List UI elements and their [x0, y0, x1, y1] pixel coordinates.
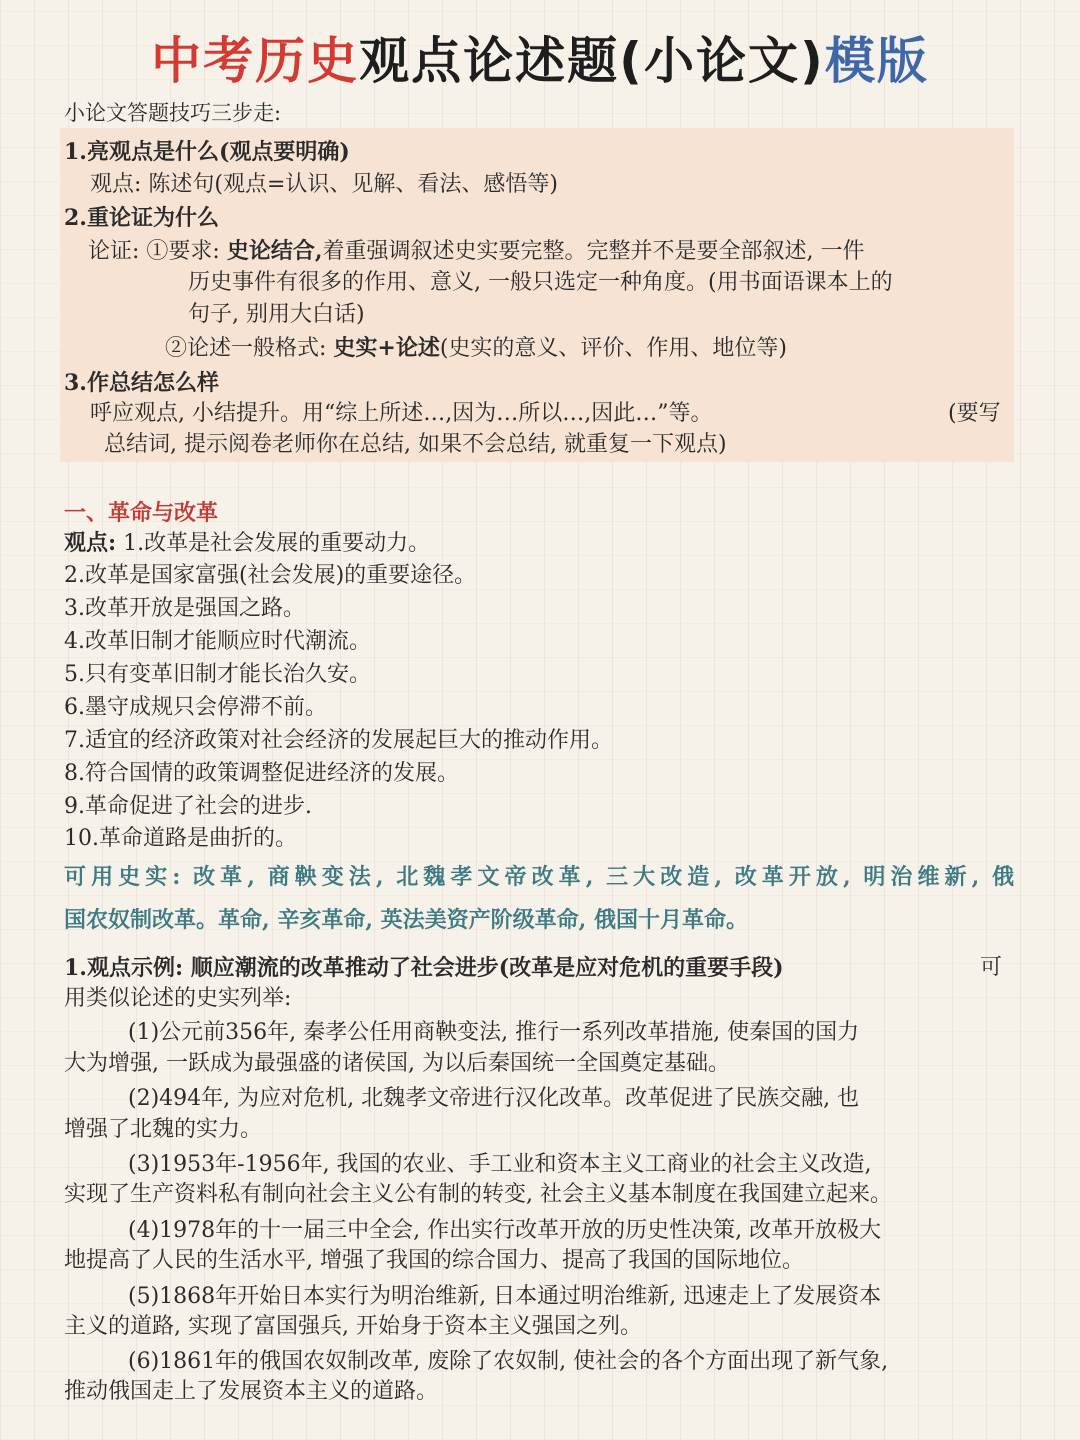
step3-heading: 3.作总结怎么样	[64, 370, 219, 396]
example-1-line-1: (1)公元前356年, 秦孝公任用商鞅变法, 推行一系列改革措施, 使秦国的国力	[128, 1020, 860, 1045]
viewpoint-label: 观点:	[64, 530, 117, 556]
viewpoint-item: 9.革命促进了社会的进步.	[64, 794, 312, 819]
example-5-line-2: 主义的道路, 实现了富国强兵, 开始身于资本主义强国之列。	[64, 1314, 642, 1339]
step3-line-a-right: (要写	[948, 401, 1001, 426]
example-3-line-2: 实现了生产资料私有制向社会主义公有制的转变, 社会主义基本制度在我国建立起来。	[64, 1182, 892, 1207]
viewpoint-item: 5.只有变革旧制才能长治久安。	[64, 662, 371, 687]
example-heading: 1.观点示例: 顺应潮流的改革推动了社会进步(改革是应对危机的重要手段)	[64, 955, 784, 981]
step2-d-rest: (史实的意义、评价、作用、地位等)	[439, 336, 788, 361]
facts-line-1: 可用史实: 改革, 商鞅变法, 北魏孝文帝改革, 三大改造, 改革开放, 明治维新, 俄	[64, 864, 1014, 890]
intro-text: 小论文答题技巧三步走:	[64, 101, 282, 125]
step2-line-d	[165, 333, 787, 364]
viewpoint-row-1	[64, 528, 430, 559]
step2-heading: 2.重论证为什么	[64, 205, 219, 231]
example-2-line-2: 增强了北魏的实力。	[64, 1117, 263, 1142]
step2-a-prefix: 论证: ①要求:	[88, 239, 227, 264]
example-heading-right: 可	[980, 955, 1003, 980]
example-6-line-1: (6)1861年的俄国农奴制改革, 废除了农奴制, 使社会的各个方面出现了新气象,	[128, 1349, 889, 1374]
example-4-line-1: (4)1978年的十一届三中全会, 作出实行改革开放的历史性决策, 改革开放极大	[128, 1218, 882, 1243]
viewpoint-item: 2.改革是国家富强(社会发展)的重要途径。	[64, 563, 477, 588]
example-6-line-2: 推动俄国走上了发展资本主义的道路。	[64, 1379, 439, 1404]
example-4-line-2: 地提高了人民的生活水平, 增强了我国的综合国力、提高了我国的国际地位。	[64, 1248, 804, 1273]
step2-line-c: 句子, 别用大白话)	[188, 302, 365, 327]
step2-line-a	[88, 236, 864, 267]
step2-line-b: 历史事件有很多的作用、意义, 一般只选定一种角度。(用书面语课本上的	[188, 270, 893, 295]
example-2-line-1: (2)494年, 为应对危机, 北魏孝文帝进行汉化改革。改革促进了民族交融, 也	[128, 1086, 860, 1111]
step3-line-b: 总结词, 提示阅卷老师你在总结, 如果不会总结, 就重复一下观点)	[104, 432, 727, 457]
example-subheading: 用类似论述的史实列举:	[64, 986, 292, 1011]
example-1-line-2: 大为增强, 一跃成为最强盛的诸侯国, 为以后秦国统一全国奠定基础。	[64, 1051, 730, 1076]
step1-heading: 1.亮观点是什么(观点要明确)	[64, 139, 350, 165]
facts-line-2: 国农奴制改革。革命, 辛亥革命, 英法美资产阶级革命, 俄国十月革命。	[64, 907, 748, 933]
viewpoint-item: 1.改革是社会发展的重要动力。	[123, 531, 431, 556]
section-heading: 一、革命与改革	[64, 500, 219, 526]
title-red: 中考历史	[151, 32, 360, 90]
viewpoint-item: 4.改革旧制才能顺应时代潮流。	[64, 629, 371, 654]
viewpoint-item: 3.改革开放是强国之路。	[64, 596, 305, 621]
step2-a-rest: 着重强调叙述史实要完整。完整并不是要全部叙述, 一件	[322, 239, 865, 264]
example-5-line-1: (5)1868年开始日本实行为明治维新, 日本通过明治维新, 迅速走上了发展资本	[128, 1284, 882, 1309]
viewpoint-item: 6.墨守成规只会停滞不前。	[64, 695, 327, 720]
example-3-line-1: (3)1953年-1956年, 我国的农业、手工业和资本主义工商业的社会主义改造,	[128, 1152, 872, 1177]
title-black: 观点论述题(小论文)	[359, 32, 825, 90]
viewpoint-item: 10.革命道路是曲折的。	[64, 826, 297, 851]
viewpoint-item: 7.适宜的经济政策对社会经济的发展起巨大的推动作用。	[64, 728, 613, 753]
step1-line: 观点: 陈述句(观点=认识、见解、看法、感悟等)	[90, 172, 559, 197]
step3-line-a: 呼应观点, 小结提升。用“综上所述…,因为…所以…,因此…”等。	[90, 401, 713, 426]
step2-d-bold: 史实+论述	[333, 335, 440, 361]
step2-a-bold: 史论结合,	[226, 238, 323, 264]
viewpoint-item: 8.符合国情的政策调整促进经济的发展。	[64, 761, 459, 786]
step2-d-prefix: ②论述一般格式:	[165, 336, 334, 361]
page-title	[0, 28, 1080, 94]
title-blue: 模版	[824, 32, 929, 90]
